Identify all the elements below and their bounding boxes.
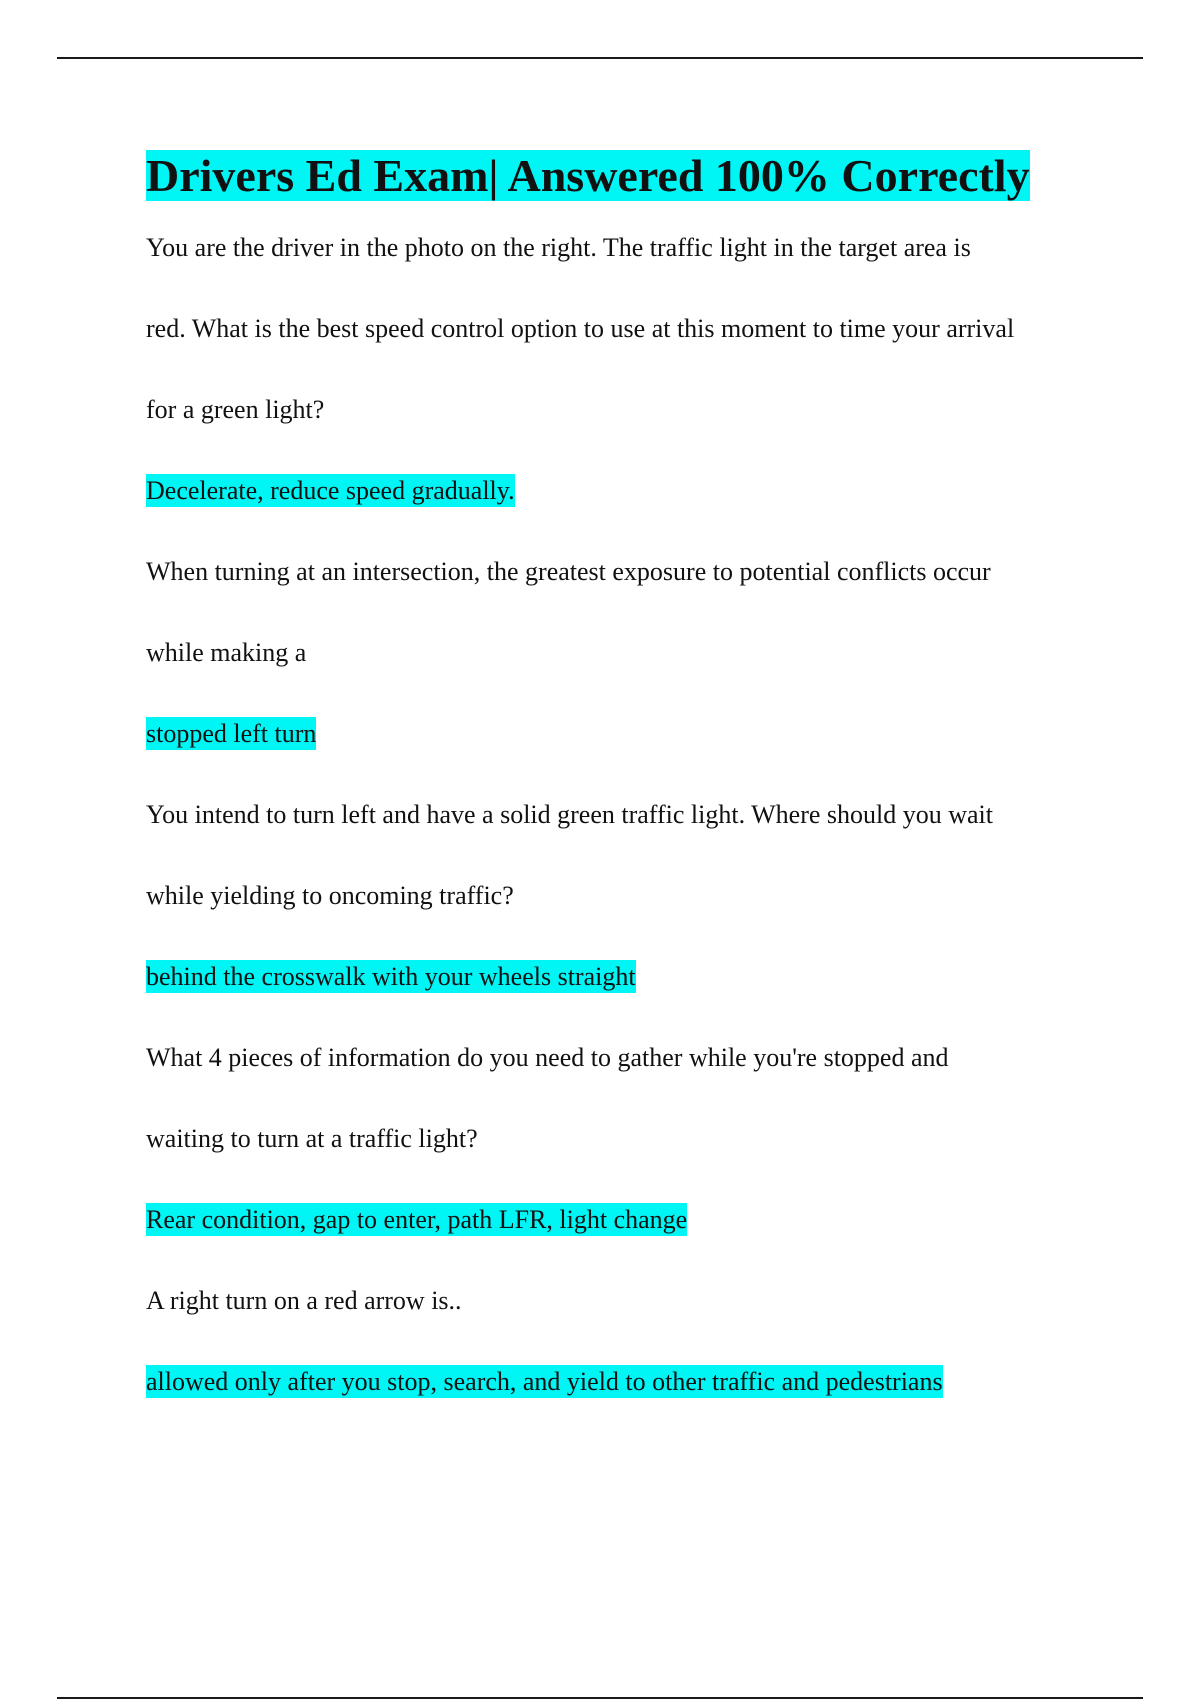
qa-list bbox=[146, 207, 1106, 1422]
answer-1 bbox=[146, 450, 1106, 531]
qa-item-1 bbox=[146, 207, 1106, 531]
document-body bbox=[146, 145, 1106, 1422]
answer-4 bbox=[146, 1179, 1106, 1260]
answer-highlight: stopped left turn bbox=[146, 719, 317, 748]
title-highlight: Drivers Ed Exam| Answered 100% Correctly bbox=[146, 150, 1030, 201]
question-2 bbox=[146, 531, 1106, 693]
answer-highlight: Decelerate, reduce speed gradually. bbox=[146, 476, 515, 505]
question-line: waiting to turn at a traffic light? bbox=[146, 1124, 478, 1153]
question-line: for a green light? bbox=[146, 395, 325, 424]
qa-item-2 bbox=[146, 531, 1106, 774]
question-1 bbox=[146, 207, 1106, 450]
question-line: You intend to turn left and have a solid green traffic light. Where should you wait bbox=[146, 800, 993, 829]
question-line: When turning at an intersection, the greatest exposure to potential conflicts occur bbox=[146, 557, 991, 586]
question-3 bbox=[146, 774, 1106, 936]
question-line: red. What is the best speed control option to use at this moment to time your arrival bbox=[146, 314, 1015, 343]
question-line: while yielding to oncoming traffic? bbox=[146, 881, 514, 910]
qa-item-5 bbox=[146, 1260, 1106, 1422]
question-4 bbox=[146, 1017, 1106, 1179]
answer-5 bbox=[146, 1341, 1106, 1422]
answer-highlight: Rear condition, gap to enter, path LFR, light change bbox=[146, 1205, 688, 1234]
qa-item-3 bbox=[146, 774, 1106, 1017]
question-line: A right turn on a red arrow is.. bbox=[146, 1286, 462, 1315]
qa-item-4 bbox=[146, 1017, 1106, 1260]
answer-highlight: behind the crosswalk with your wheels straight bbox=[146, 962, 636, 991]
question-line: while making a bbox=[146, 638, 307, 667]
header-rule bbox=[57, 57, 1143, 59]
document-title bbox=[146, 145, 1106, 207]
question-line: What 4 pieces of information do you need to gather while you're stopped and bbox=[146, 1043, 949, 1072]
footer-rule bbox=[57, 1697, 1143, 1699]
question-5 bbox=[146, 1260, 1106, 1341]
answer-2 bbox=[146, 693, 1106, 774]
answer-3 bbox=[146, 936, 1106, 1017]
answer-highlight: allowed only after you stop, search, and yield to other traffic and pedestrians bbox=[146, 1367, 943, 1396]
question-line: You are the driver in the photo on the right. The traffic light in the target area is bbox=[146, 233, 971, 262]
